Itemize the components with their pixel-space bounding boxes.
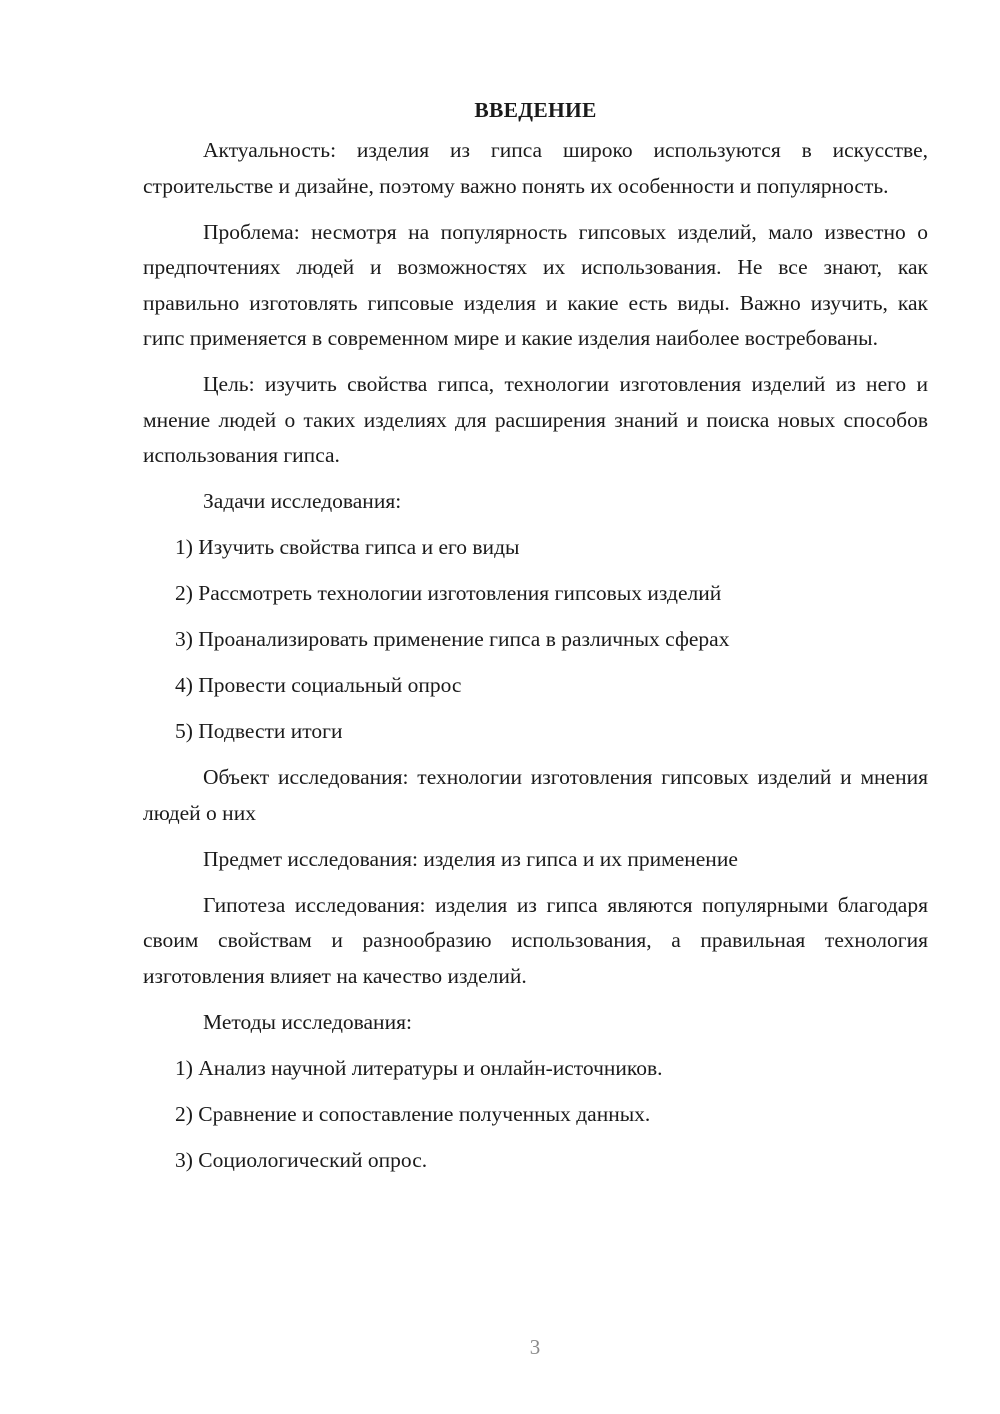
task-item: 3) Проанализировать применение гипса в различных сферах	[175, 627, 730, 651]
relevance-paragraph: Актуальность: изделия из гипса широко используются в искусстве, строительстве и дизайне, поэтому важно понять их особенности и популярность.	[143, 138, 928, 198]
page-title: ВВЕДЕНИЕ	[474, 98, 597, 122]
page-content	[143, 95, 928, 1189]
method-item: 3) Социологический опрос.	[175, 1147, 428, 1172]
task-item: 4) Провести социальный опрос	[175, 673, 462, 697]
task-item: 5) Подвести итоги	[175, 719, 343, 743]
methods-heading: Методы исследования:	[203, 1009, 412, 1034]
problem-paragraph: Проблема: несмотря на популярность гипсовых изделий, мало известно о предпочтениях людей и возможностях их использования. Не все знают, как правильно изготовлять гипсовые изделия и какие есть виды. Важно изучить, как гипс применяется в современном мире и какие изделия наиболее востребованы.	[143, 219, 928, 350]
tasks-heading: Задачи исследования:	[203, 489, 402, 513]
goal-paragraph: Цель: изучить свойства гипса, технологии изготовления изделий из него и мнение людей о таких изделиях для расширения знаний и поиска новых способов использования гипса.	[143, 372, 928, 467]
subject-paragraph: Предмет исследования: изделия из гипса и их применение	[203, 846, 738, 871]
task-item: 2) Рассмотреть технологии изготовления гипсовых изделий	[175, 581, 722, 605]
hypothesis-paragraph: Гипотеза исследования: изделия из гипса являются популярными благодаря своим свойствам и разнообразию использования, а правильная технология изготовления влияет на качество изделий.	[143, 892, 928, 988]
method-item: 2) Сравнение и сопоставление полученных данных.	[175, 1101, 651, 1126]
page-number: 3	[529, 1335, 541, 1359]
method-item: 1) Анализ научной литературы и онлайн-источников.	[175, 1055, 663, 1080]
task-item: 1) Изучить свойства гипса и его виды	[175, 535, 520, 559]
object-paragraph: Объект исследования: технологии изготовления гипсовых изделий и мнения людей о них	[143, 765, 928, 825]
